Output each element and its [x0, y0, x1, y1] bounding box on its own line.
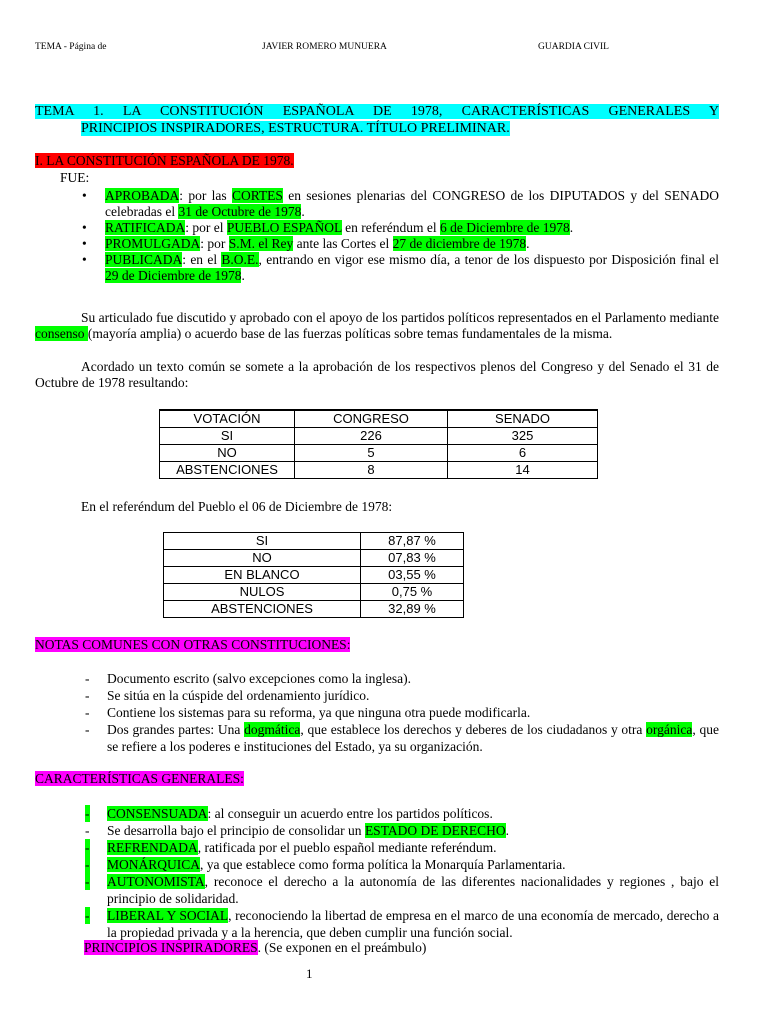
table-row: SI 226 325 — [160, 428, 598, 445]
list-item: • PUBLICADA: en el B.O.E., entrando en vigor ese mismo día, a tenor de los dispuesto por Disposición final el 29 de Diciembre de 1978. — [35, 252, 719, 284]
paragraph-acordado: Acordado un texto común se somete a la aprobación de los respectivos plenos del Congreso y del Senado el 31 de Octubre de 1978 resultando: — [35, 359, 719, 390]
list-item: • APROBADA: por las CORTES en sesiones plenarias del CONGRESO de los DIPUTADOS y del SENADO celebradas el 31 de Octubre de 1978. — [35, 188, 719, 220]
list-item: - LIBERAL Y SOCIAL, reconociendo la libertad de empresa en el marco de una economía de mercado, derecho a la propiedad privada y a la herencia, que deben cumplir una función social. — [85, 908, 719, 940]
list-item: - Contiene los sistemas para su reforma, ya que ninguna otra puede modificarla. — [85, 705, 531, 720]
table-row: NO 5 6 — [160, 445, 598, 462]
table-row: ABSTENCIONES 8 14 — [160, 462, 598, 479]
header-left: TEMA - Página de — [35, 42, 107, 52]
section-heading: I. LA CONSTITUCIÓN ESPAÑOLA DE 1978. — [35, 153, 294, 168]
list-item: - Dos grandes partes: Una dogmática, que establece los derechos y deberes de los ciudadanos y otra orgánica, que se refiere a los poderes e instituciones del Estado, ya su organización. — [85, 722, 719, 754]
title-line-1: TEMA 1. LA CONSTITUCIÓN ESPAÑOLA DE 1978, CARACTERÍSTICAS GENERALES Y — [35, 104, 719, 119]
list-item: - Se sitúa en la cúspide del ordenamiento jurídico. — [85, 688, 370, 703]
caracteristicas-heading: CARACTERÍSTICAS GENERALES: — [35, 771, 244, 786]
list-item: - CONSENSUADA: al conseguir un acuerdo entre los partidos políticos. — [85, 806, 493, 821]
table-row: NULOS 0,75 % — [164, 584, 464, 601]
list-item: - Documento escrito (salvo excepciones como la inglesa). — [85, 671, 412, 686]
table-row: EN BLANCO 03,55 % — [164, 567, 464, 584]
referendum-table — [163, 532, 464, 618]
list-item: • PROMULGADA: por S.M. el Rey ante las Cortes el 27 de diciembre de 1978. — [35, 236, 719, 252]
list-item: • RATIFICADA: por el PUEBLO ESPAÑOL en referéndum el 6 de Diciembre de 1978. — [35, 220, 719, 236]
list-item: - Se desarrolla bajo el principio de consolidar un ESTADO DE DERECHO. — [85, 823, 509, 838]
fue-list — [35, 188, 719, 284]
votacion-table — [159, 409, 598, 479]
table-row: NO 07,83 % — [164, 550, 464, 567]
notas-heading: NOTAS COMUNES CON OTRAS CONSTITUCIONES: — [35, 637, 351, 652]
title-line-2: PRINCIPIOS INSPIRADORES, ESTRUCTURA. TÍTULO PRELIMINAR. — [81, 121, 510, 136]
paragraph-referendum: En el referéndum del Pueblo el 06 de Diciembre de 1978: — [81, 499, 393, 514]
paragraph-articulado: Su articulado fue discutido y aprobado con el apoyo de los partidos políticos representados en el Parlamento mediante consenso (mayoría amplia) o acuerdo base de las fuerzas políticas sobre temas fundamentales de la misma. — [35, 310, 719, 341]
table-header-row: VOTACIÓN CONGRESO SENADO — [160, 410, 598, 428]
fue-label: FUE: — [60, 170, 90, 185]
table-row: ABSTENCIONES 32,89 % — [164, 601, 464, 618]
list-item: - REFRENDADA, ratificada por el pueblo español mediante referéndum. — [85, 840, 497, 855]
list-item: - AUTONOMISTA, reconoce el derecho a la autonomía de las diferentes nacionalidades y regiones , bajo el principio de solidaridad. — [85, 874, 719, 906]
document-title — [35, 103, 719, 137]
header-author: JAVIER ROMERO MUNUERA — [262, 42, 387, 52]
principios-heading: PRINCIPIOS INSPIRADORES. (Se exponen en el preámbulo) — [84, 940, 427, 955]
header-right: GUARDIA CIVIL — [538, 42, 609, 52]
page-number: 1 — [306, 966, 313, 981]
caracteristicas-list — [35, 805, 719, 941]
list-item: - MONÁRQUICA, ya que establece como forma política la Monarquía Parlamentaria. — [85, 857, 566, 872]
notas-list — [35, 670, 719, 755]
table-row: SI 87,87 % — [164, 533, 464, 550]
